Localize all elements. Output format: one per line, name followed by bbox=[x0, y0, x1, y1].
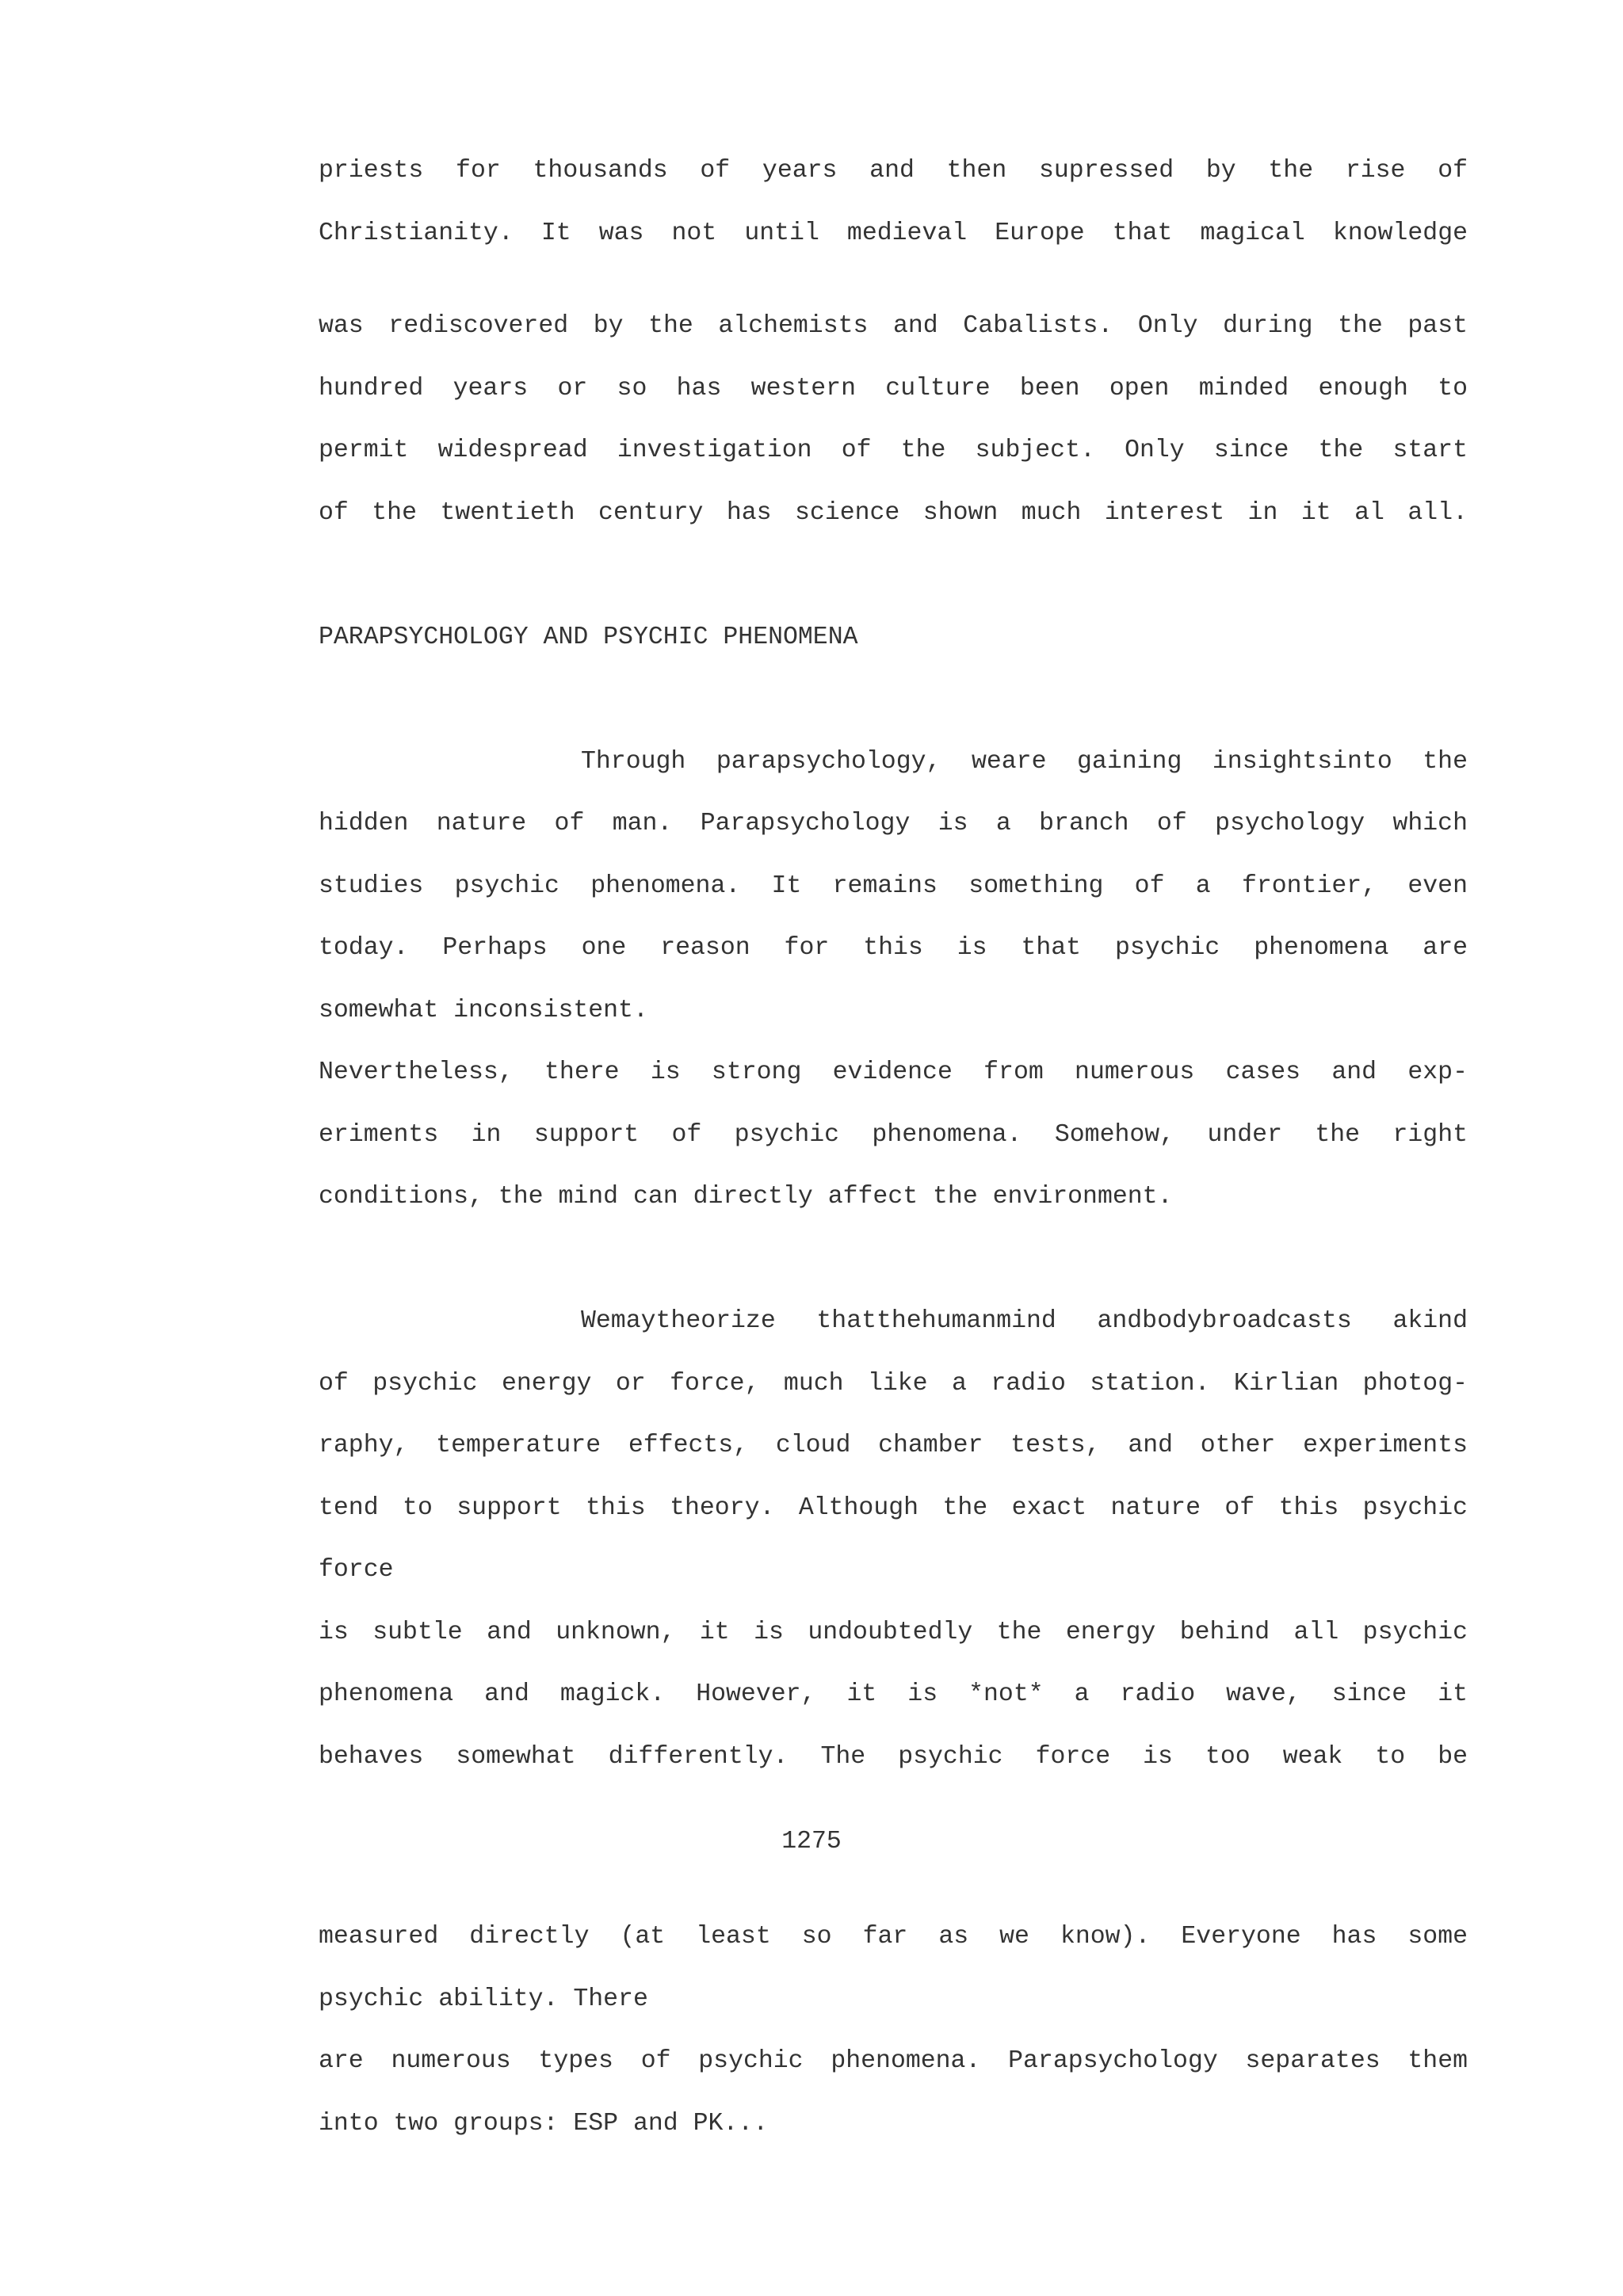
text-line: of psychic energy or force, much like a radio station. Kirlian photog- bbox=[319, 1370, 1468, 1398]
text-line: Wemaytheorize thatthehumanmind andbodybroadcasts akind bbox=[581, 1307, 1468, 1335]
text-line: eriments in support of psychic phenomena. Somehow, under the right bbox=[319, 1121, 1468, 1149]
text-line: raphy, temperature effects, cloud chamber tests, and other experiments bbox=[319, 1432, 1468, 1459]
page-number: 1275 bbox=[781, 1828, 842, 1855]
text-line: Nevertheless, there is strong evidence from numerous cases and exp- bbox=[319, 1058, 1468, 1086]
text-line: into two groups: ESP and PK... bbox=[319, 2110, 769, 2138]
text-line: phenomena and magick. However, it is *not* a radio wave, since it bbox=[319, 1680, 1468, 1708]
section-heading: PARAPSYCHOLOGY AND PSYCHIC PHENOMENA bbox=[319, 624, 858, 651]
text-line: tend to support this theory. Although the exact nature of this psychic bbox=[319, 1494, 1468, 1522]
text-line: somewhat inconsistent. bbox=[319, 997, 648, 1024]
text-line: behaves somewhat differently. The psychic force is too weak to be bbox=[319, 1743, 1468, 1771]
text-line: hundred years or so has western culture been open minded enough to bbox=[319, 375, 1468, 402]
text-line: are numerous types of psychic phenomena. Parapsychology separates them bbox=[319, 2047, 1468, 2075]
text-line: is subtle and unknown, it is undoubtedly the energy behind all psychic bbox=[319, 1619, 1468, 1646]
text-line: studies psychic phenomena. It remains something of a frontier, even bbox=[319, 872, 1468, 900]
text-line: conditions, the mind can directly affect the environment. bbox=[319, 1183, 1173, 1211]
text-line: measured directly (at least so far as we know). Everyone has some bbox=[319, 1923, 1468, 1951]
text-line: of the twentieth century has science shown much interest in it al all. bbox=[319, 499, 1468, 527]
text-line: Christianity. It was not until medieval Europe that magical knowledge bbox=[319, 219, 1468, 247]
text-line: permit widespread investigation of the subject. Only since the start bbox=[319, 437, 1468, 464]
text-line: was rediscovered by the alchemists and Cabalists. Only during the past bbox=[319, 312, 1468, 340]
text-line: hidden nature of man. Parapsychology is a branch of psychology which bbox=[319, 810, 1468, 837]
text-line: force bbox=[319, 1556, 394, 1584]
text-line: Through parapsychology, weare gaining insightsinto the bbox=[581, 748, 1468, 776]
text-line: psychic ability. There bbox=[319, 1985, 648, 2013]
text-line: today. Perhaps one reason for this is that psychic phenomena are bbox=[319, 934, 1468, 962]
text-line: priests for thousands of years and then supressed by the rise of bbox=[319, 157, 1468, 185]
